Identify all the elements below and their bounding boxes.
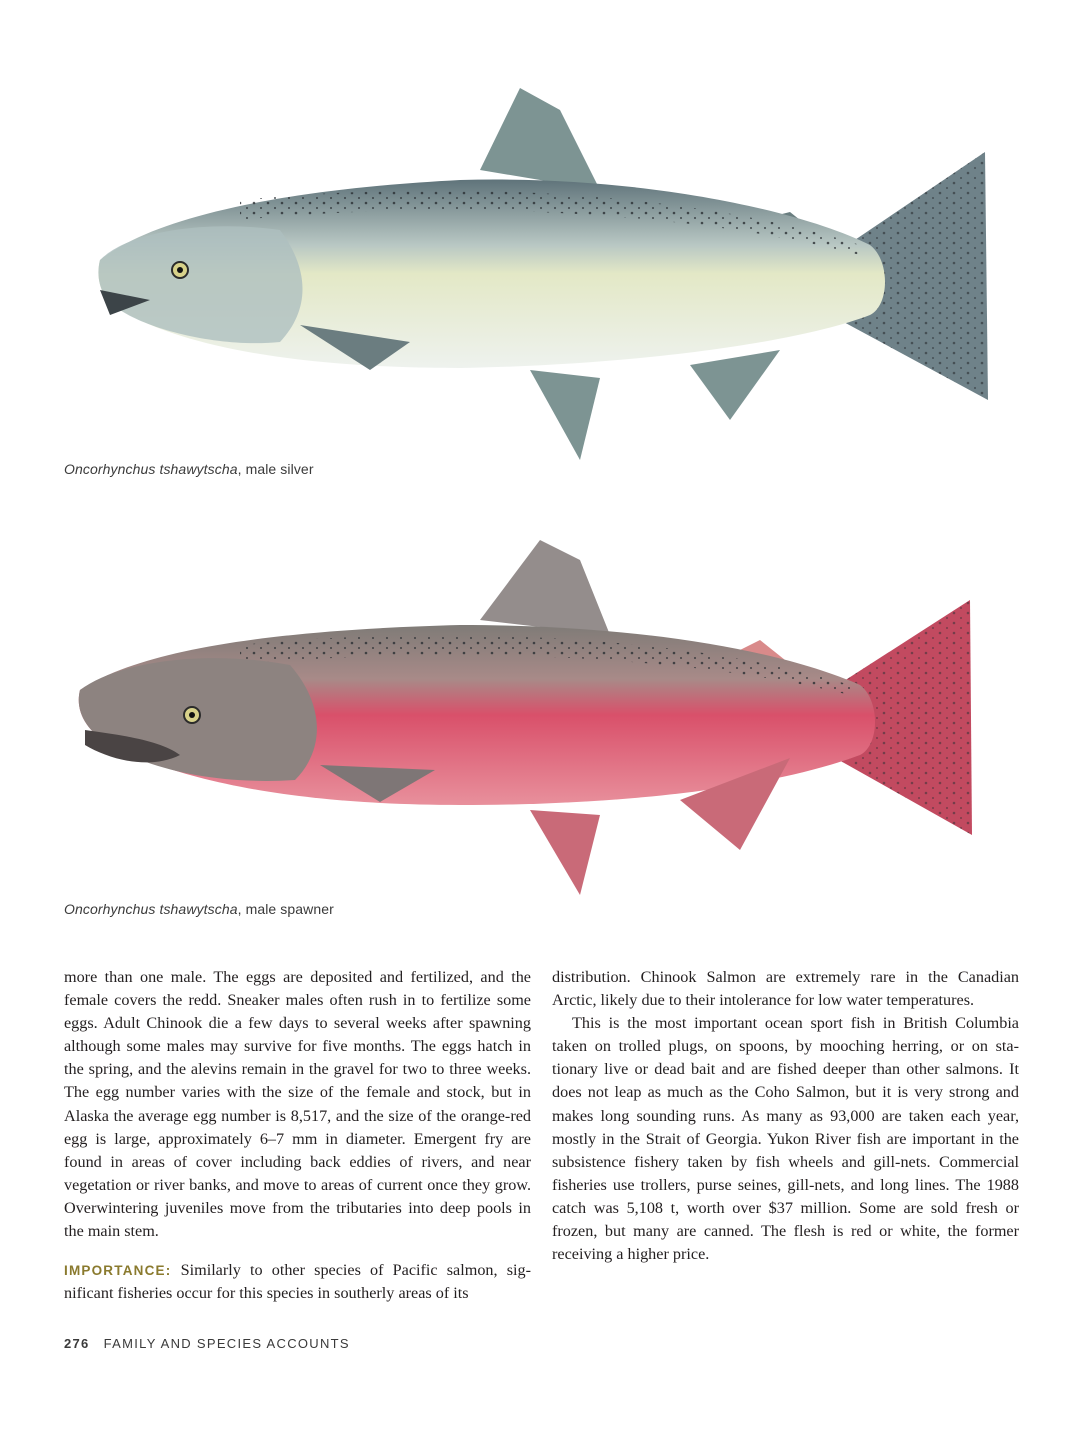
paragraph-distribution: distribution. Chinook Salmon are extremely rare in the Canadian Arctic, likely due to their intolerance for low water temperatures. [552, 968, 1019, 1010]
figure-caption-silver [64, 461, 314, 477]
caption-description: , male silver [237, 461, 314, 477]
text-column-left [64, 966, 531, 1305]
paragraph-importance [64, 1259, 531, 1305]
running-footer-section: FAMILY AND SPECIES ACCOUNTS [103, 1336, 350, 1351]
figure-male-spawner [40, 530, 1040, 900]
figure-male-silver [40, 80, 1040, 470]
caption-species: Oncorhynchus tshawytscha [64, 461, 238, 477]
fish-illustration-silver [40, 80, 1040, 470]
page-number: 276 [64, 1336, 90, 1351]
figure-caption-spawner [64, 901, 334, 917]
importance-heading: IMPORTANCE: [64, 1263, 172, 1279]
paragraph-sport-fishery: This is the most important ocean sport fish in British Columbia taken on trolled plugs, on spoons, by mooching herring, or on stationary live or dead bait and are fished deeper than other salmons. It does not leap as much as the Coho Salmon, but it is very strong and makes long sounding runs. As many as 93,000 are taken each year, mostly in the Strait of Georgia. Yukon River fish are important in the subsistence fishery taken by fish wheels and gill-nets. Commercial fisheries use trollers, purse seines, gill-nets, and long lines. The 1988 catch was 5,108 t, worth over $37 million. Some are sold fresh or frozen, but many are canned. The flesh is red or white, the former receiving a higher price. [552, 1014, 1019, 1264]
fish-illustration-spawner [40, 530, 1040, 900]
page-footer [64, 1336, 350, 1351]
dorsal-fin [480, 88, 600, 190]
paragraph-reproduction: more than one male. The eggs are deposited and fertilized, and the female covers the redd. Sneaker males often rush in to fertilize some eggs. Adult Chinook die a few days to several weeks after spawning although some males may survive for five months. The eggs hatch in the spring, and the alevins remain in the gravel for two to three weeks. The egg number varies with the size of the female and stock, but in Alaska the average egg number is 8,517, and the size of the orange-red egg is large, approximately 6–7 mm in diameter. Emergent fry are found in areas of cover including back eddies of rivers, and near vegetation or river banks, and move to areas of current once they grow. Overwintering juveniles move from the tributaries into deep pools in the main stem. [64, 968, 531, 1241]
text-column-right [552, 966, 1019, 1266]
caption-species: Oncorhynchus tshawytscha [64, 901, 238, 917]
importance-text: Similarly to other species of Pacific salmon, significant fisheries occur for this species in southerly areas of its [64, 1261, 531, 1303]
caption-description: , male spawner [237, 901, 334, 917]
